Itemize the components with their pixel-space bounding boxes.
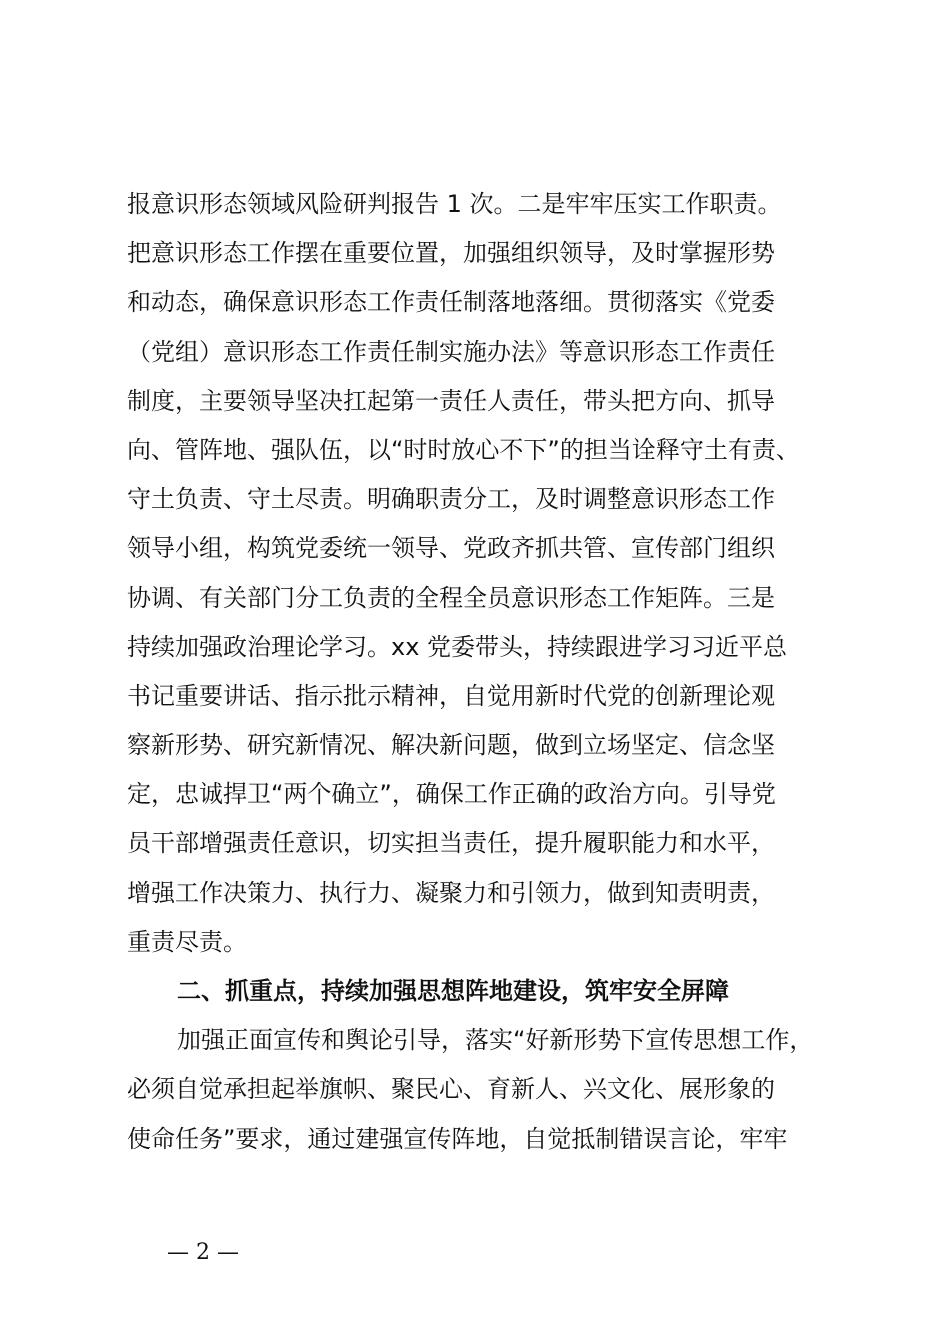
paragraph-line: 定，忠诚捍卫“两个确立”，确保工作正确的政治方向。引导党 [127, 780, 776, 809]
paragraph-line: 守土负责、守土尽责。明确职责分工，及时调整意识形态工作 [127, 485, 775, 514]
paragraph-line: 重责尽责。 [127, 927, 247, 956]
paragraph-line: 把意识形态工作摆在重要位置，加强组织领导，及时掌握形势 [127, 239, 775, 268]
paragraph-line: 员干部增强责任意识，切实担当责任，提升履职能力和水平， [127, 829, 775, 858]
paragraph-line: 加强正面宣传和舆论引导，落实“好新形势下宣传思想工作， [177, 1026, 814, 1055]
paragraph-line: 向、管阵地、强队伍，以“时时放心不下”的担当诠释守土有责、 [127, 435, 800, 464]
paragraph-line: 报意识形态领域风险研判报告 1 次。二是牢牢压实工作职责。 [127, 190, 782, 218]
paragraph-line: 察新形势、研究新情况、解决新问题，做到立场坚定、信念坚 [127, 731, 775, 760]
paragraph-line: 领导小组，构筑党委统一领导、党政齐抓共管、宣传部门组织 [127, 534, 775, 563]
paragraph-line: 持续加强政治理论学习。xx 党委带头，持续跟进学习习近平总 [127, 632, 788, 661]
section-heading: 二、抓重点，持续加强思想阵地建设，筑牢安全屏障 [177, 977, 729, 1005]
paragraph-line: 协调、有关部门分工负责的全程全员意识形态工作矩阵。三是 [127, 583, 775, 612]
document-body [127, 180, 839, 1164]
paragraph-line: 制度，主要领导坚决扛起第一责任人责任，带头把方向、抓导 [127, 386, 775, 415]
paragraph-line: 书记重要讲话、指示批示精神，自觉用新时代党的创新理论观 [127, 681, 775, 710]
paragraph-line: 使命任务”要求，通过建强宣传阵地，自觉抵制错误言论，牢牢 [127, 1124, 788, 1153]
page-number: — 2 — [167, 1240, 239, 1265]
paragraph-line: （党组）意识形态工作责任制实施办法》等意识形态工作责任 [127, 337, 775, 366]
paragraph-line: 增强工作决策力、执行力、凝聚力和引领力，做到知责明责， [127, 878, 775, 907]
paragraph-line: 必须自觉承担起举旗帜、聚民心、育新人、兴文化、展形象的 [127, 1075, 775, 1104]
paragraph-line: 和动态，确保意识形态工作责任制落地落细。贯彻落实《党委 [127, 288, 775, 317]
